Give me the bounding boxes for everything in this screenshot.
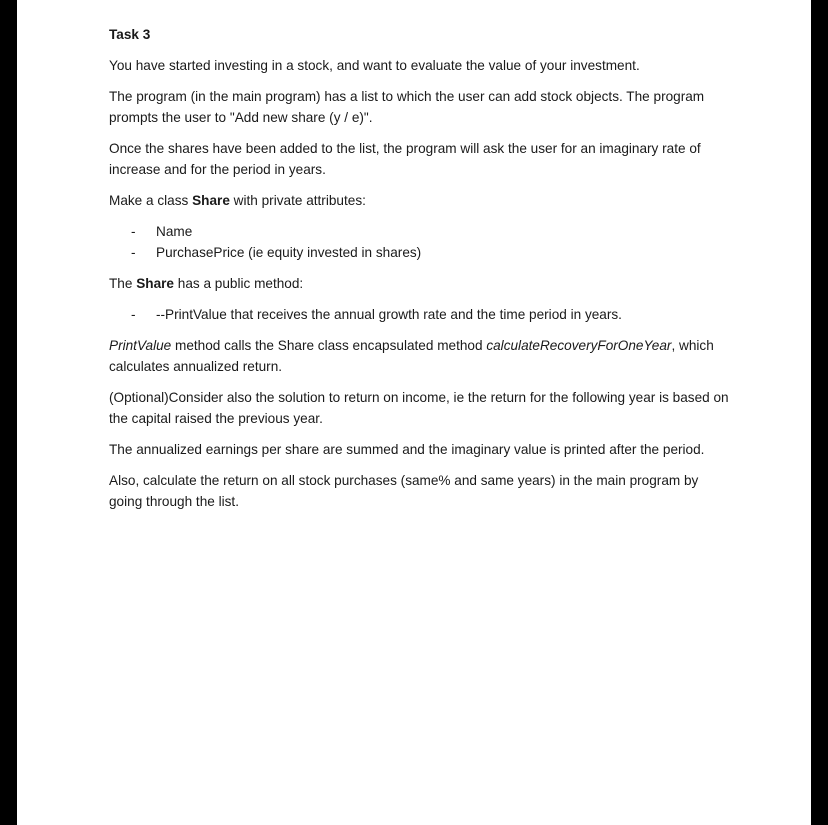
- task-title: Task 3: [109, 27, 151, 42]
- method-printvalue: --PrintValue that receives the annual growth rate and the time period in years.: [156, 307, 622, 322]
- public-method-suffix: has a public method:: [173, 276, 304, 291]
- public-method-paragraph: [109, 273, 729, 294]
- bullet-dash: -: [131, 307, 136, 322]
- shares-added-paragraph: Once the shares have been added to the list, the program will ask the user for an imaginary rate of increase and for the period in years.: [109, 141, 701, 177]
- bullet-dash: -: [131, 224, 136, 239]
- make-class-paragraph: [109, 190, 729, 211]
- printvalue-middle: method calls the Share class encapsulated method: [171, 338, 487, 353]
- printvalue-paragraph: [109, 335, 729, 377]
- method-list: [109, 304, 729, 325]
- document-page: [17, 0, 811, 825]
- class-name-share: Share: [192, 193, 230, 208]
- printvalue-name: PrintValue: [109, 338, 172, 353]
- make-class-suffix: with private attributes:: [229, 193, 366, 208]
- annualized-paragraph: The annualized earnings per share are summed and the imaginary value is printed after the period.: [109, 442, 705, 457]
- attribute-purchase-price: PurchasePrice (ie equity invested in shares): [156, 245, 422, 260]
- list-item: [109, 221, 729, 242]
- attribute-name: Name: [156, 224, 193, 239]
- optional-paragraph: (Optional)Consider also the solution to return on income, ie the return for the following year is based on the capital raised the previous year.: [109, 390, 729, 426]
- intro-paragraph: You have started investing in a stock, and want to evaluate the value of your investment.: [109, 58, 640, 73]
- bullet-dash: -: [131, 245, 136, 260]
- public-method-prefix: The: [109, 276, 137, 291]
- class-name-share-2: Share: [136, 276, 174, 291]
- program-paragraph: The program (in the main program) has a list to which the user can add stock objects. The program prompts the user to "Add new share (y / e)".: [109, 89, 705, 125]
- also-paragraph: Also, calculate the return on all stock purchases (same% and same years) in the main program by going through the list.: [109, 473, 699, 509]
- printvalue-suffix: , which calculates annualized return.: [109, 338, 714, 374]
- attribute-list: [109, 221, 729, 263]
- encapsulated-method-name: calculateRecoveryForOneYear: [486, 338, 672, 353]
- document-content: [109, 24, 729, 522]
- list-item: [109, 242, 729, 263]
- list-item: [109, 304, 729, 325]
- make-class-prefix: Make a class: [109, 193, 193, 208]
